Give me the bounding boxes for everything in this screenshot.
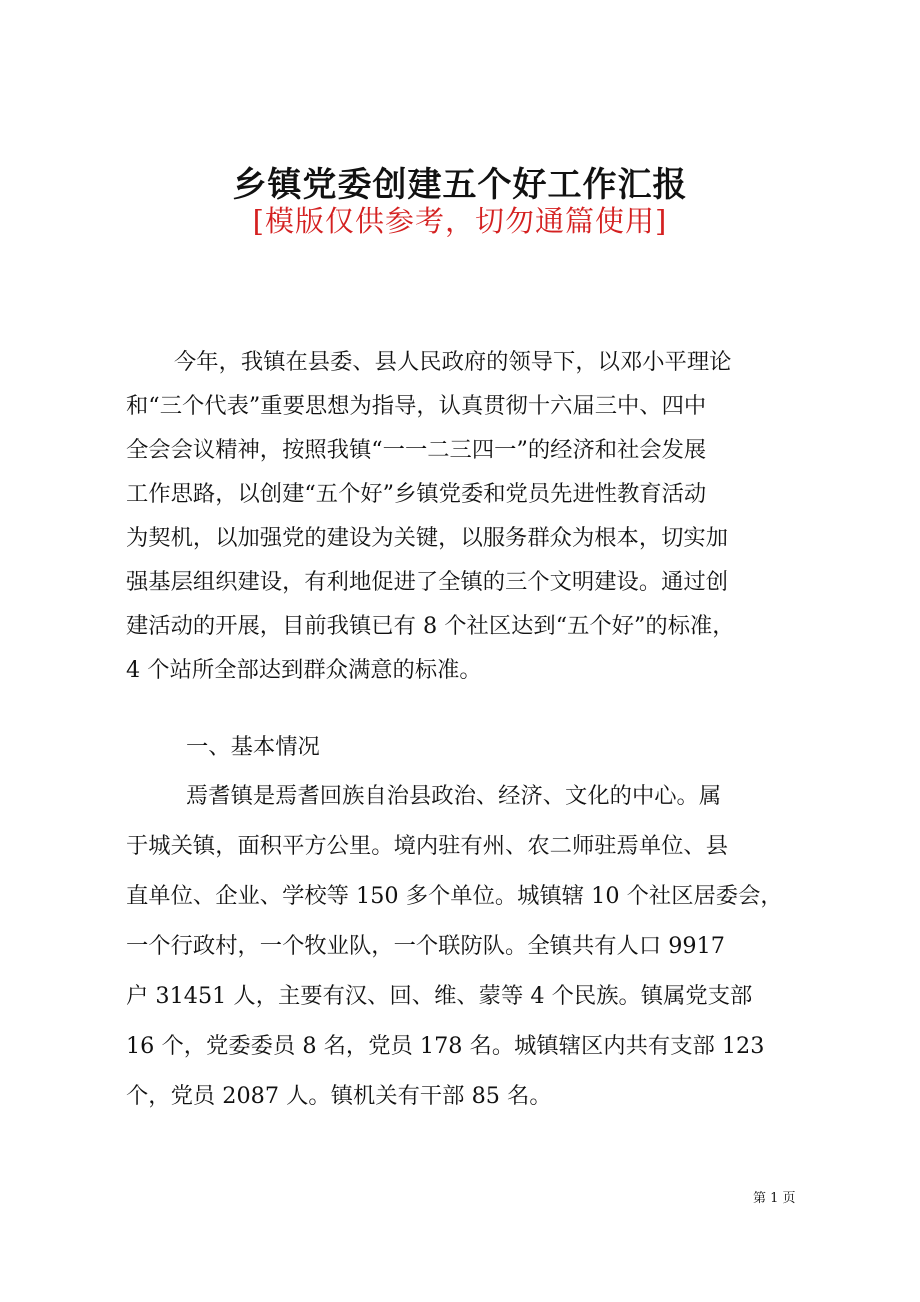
- document-title: 乡镇党委创建五个好工作汇报: [232, 165, 688, 205]
- page-number: 第 1 页: [753, 1191, 796, 1206]
- paragraph-line: 工作思路，以创建“五个好”乡镇党委和党员先进性教育活动: [126, 481, 707, 507]
- paragraph-line: 户 31451 人，主要有汉、回、维、蒙等 4 个民族。镇属党支部: [126, 983, 753, 1009]
- paragraph-line: 16 个，党委委员 8 名，党员 178 名。城镇辖区内共有支部 123: [126, 1033, 765, 1059]
- template-notice: [模版仅供参考，切勿通篇使用]: [252, 204, 668, 238]
- paragraph-line: 强基层组织建设，有利地促进了全镇的三个文明建设。通过创: [126, 569, 729, 595]
- paragraph-line: 于城关镇，面积平方公里。境内驻有州、农二师驻焉单位、县: [126, 833, 729, 859]
- paragraph-line: 全会会议精神，按照我镇“一一二三四一”的经济和社会发展: [126, 437, 707, 463]
- paragraph-line: 直单位、企业、学校等 150 多个单位。城镇辖 10 个社区居委会，: [126, 883, 783, 909]
- paragraph-line: 建活动的开展，目前我镇已有 8 个社区达到“五个好”的标准，: [126, 613, 735, 639]
- paragraph-line: 和“三个代表”重要思想为指导，认真贯彻十六届三中、四中: [126, 393, 707, 419]
- section-heading: 一、基本情况: [186, 734, 320, 760]
- paragraph-line: 一个行政村，一个牧业队，一个联防队。全镇共有人口 9917: [126, 933, 725, 959]
- paragraph-line: 今年，我镇在县委、县人民政府的领导下，以邓小平理论: [174, 349, 732, 375]
- paragraph-line: 为契机，以加强党的建设为关键，以服务群众为根本，切实加: [126, 525, 729, 551]
- paragraph-line: 个，党员 2087 人。镇机关有干部 85 名。: [126, 1083, 552, 1109]
- paragraph-line: 4 个站所全部达到群众满意的标准。: [126, 657, 482, 683]
- paragraph-line: 焉耆镇是焉耆回族自治县政治、经济、文化的中心。属: [186, 783, 722, 809]
